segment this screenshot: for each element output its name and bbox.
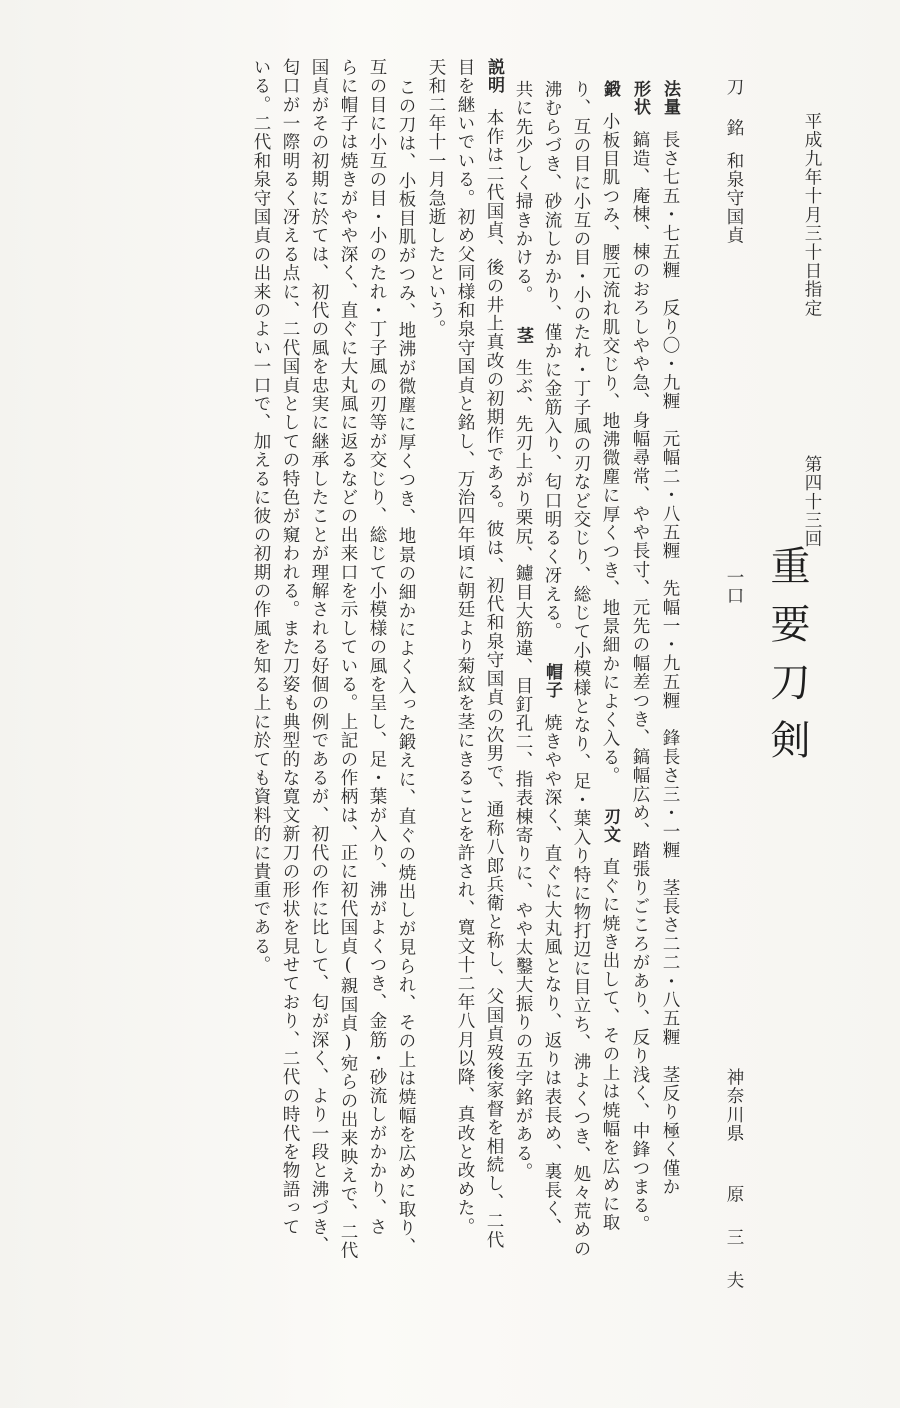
measurements-line [661,80,679,1196]
commentary-line-1: この刀は、小板目肌がつみ、地沸が微塵に厚くつき、地景の細かによく入った鍛えに、直ぐの焼出しが見られ、その上は焼幅を広めに取り、 [396,78,416,1257]
commentary-line-6: いる。二代和泉守国貞の出来のよい一口で、加えるに彼の初期の作風を知る上に於ても資料的に貴重である。 [251,58,271,975]
signature-label: 銘 [724,118,744,138]
sword-count: 一口 [724,568,744,606]
boshi-text-1: 焼きやや深く、直ぐに大丸風となり、返りは表長め、裏長く、 [542,713,562,1238]
sword-type: 刀 [724,78,744,97]
explanation-line-2: 目を継いでいる。初め父同様和泉守国貞と銘し、万治四年頃に朝廷より菊紋を茎にきることを許され、寛文十二年八月以降、真改と改めた。 [455,58,475,1237]
measurements-text: 長さ七五・七五糎 反り〇・九糎 元幅二・八五糎 先幅一・九五糎 鋒長さ三・一糎 茎長さ二二・八五糎 茎反り極く僅か [660,130,680,1197]
explanation-line-1: 説明本作は二代国貞、後の井上真改の初期作である。彼は、初代和泉守国貞の次男で、通称八郎兵衛と称し、父国貞歿後家督を相続し、二代 [484,58,504,1250]
tang-label: 茎 [513,326,533,345]
tang-text: 生ぶ、先刃上がり栗尻、鑢目大筋違、目釘孔二、指表棟寄りに、やや太鑿大振りの五字銘がある。 [513,358,533,1182]
owner-prefecture: 神奈川県 [724,1068,744,1143]
forging-text: 小板目肌つみ、腰元流れ肌交じり、地沸微塵に厚くつき、地景細かによく入る。 [600,112,620,786]
shape-line [631,80,649,1234]
boshi-text-2: 共に先少しく掃きかける。 [513,80,533,305]
document-title: 重要刀剣 [764,545,810,777]
explanation-line-3: 天和二年十一月急逝したという。 [426,58,446,339]
commentary-line-2: 互の目に小互の目・小のたれ・丁子風の刃等が交じり、総じて小模様の風を呈し、足・葉が入り、沸がよくつき、金筋・砂流しがかかり、さ [367,58,387,1237]
hamon-text-3: 沸むらづき、砂流しかかり、僅かに金筋入り、匂口明るく冴える。 [542,80,562,641]
hamon-line-3 [543,80,561,1237]
boshi-nakago-line [514,80,532,1181]
boshi-label: 帽子 [542,663,562,700]
commentary-line-4: 国貞がその初期に於ては、初代の風を忠実に継承したことが理解される好個の例であるが、初代の作に比して、匂が深く、より一段と沸づき、 [309,58,329,1255]
commentary-line-3: らに帽子は焼きがやや深く、直ぐに大丸風に返るなどの出来口を示している。上記の作柄は、正に初代国貞(親国貞)宛らの出来映えで、二代 [338,58,358,1260]
shape-text: 鎬造、庵棟、棟のおろしやや急、身幅尋常、やや長寸、元先の幅差つき、鎬幅広め、踏張りごころがあり、反り浅く、中鋒つまる。 [630,130,650,1234]
forging-line [601,80,619,1232]
session-number: 第四十三回 [802,455,822,549]
sword-type-line [725,78,743,245]
commentary-line-5: 匂口が一際明るく冴える点に、二代国貞としての特色が窺われる。また刀姿も典型的な寛文新刀の形状を見せており、二代の時代を物語って [280,58,300,1237]
hamon-label: 刃文 [600,807,620,844]
shape-label: 形状 [630,80,650,117]
hamon-line-2: り、互の目に小互の目・小のたれ・丁子風の刃など交じり、総じて小模様となり、足・葉入り特に物打辺に目立ち、沸よくつき、処々荒めの [571,80,591,1259]
measurements-label: 法量 [660,80,680,117]
designation-date: 平成九年十月三十日指定 [802,112,822,318]
forging-label: 鍛 [600,80,620,99]
explanation-label: 説明 [484,58,504,95]
signature: 和泉守国貞 [724,151,744,245]
owner-name: 原 三 夫 [724,1185,744,1293]
hamon-text-1: 直ぐに焼き出して、その上は焼幅を広めに取 [600,857,620,1232]
